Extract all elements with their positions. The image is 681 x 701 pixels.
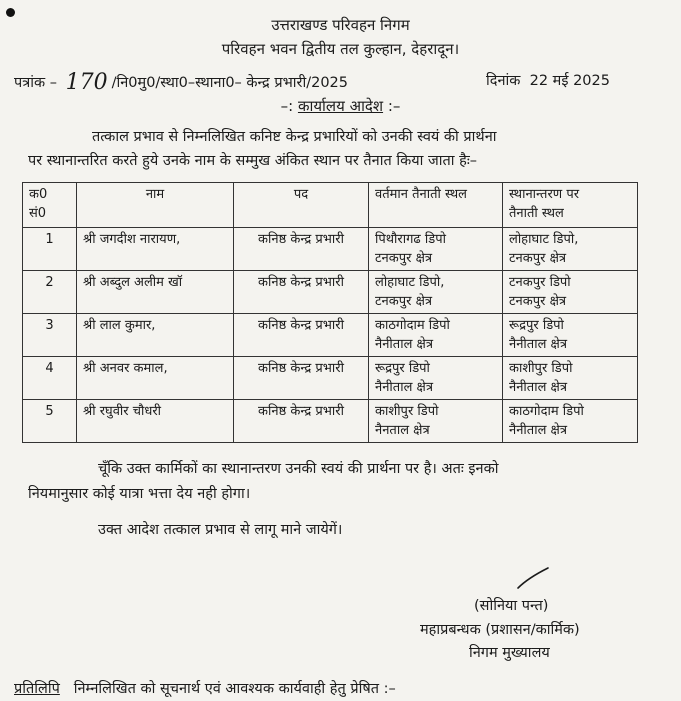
title-trail: :– — [387, 97, 401, 115]
para1-line1: तत्काल प्रभाव से निम्नलिखित कनिष्ट केन्द्र प्रभारियों को उनकी स्वयं की प्रार्थना — [92, 129, 497, 145]
para3: उक्त आदेश तत्काल प्रभाव से लागू माने जायेगें। — [98, 522, 343, 538]
para2-line1: चूँकि उक्त कार्मिकों का स्थानान्तरण उनकी स्वयं की प्रार्थना पर है। अतः इनको — [98, 461, 499, 477]
para2-line2: नियमानुसार कोई यात्रा भत्ता देय नही होगा। — [28, 486, 251, 502]
cell-sno: 1 — [23, 228, 77, 271]
header-post: पद — [234, 183, 369, 228]
date-label: दिनांक — [486, 73, 521, 89]
cell-current: लोहाघाट डिपो, टनकपुर क्षेत्र — [369, 271, 503, 314]
cell-name: श्री जगदीश नारायण, — [77, 228, 234, 271]
date-line — [486, 70, 610, 90]
header-name: नाम — [77, 183, 234, 228]
cell-transfer: लोहाघाट डिपो, टनकपुर क्षेत्र — [503, 228, 638, 271]
cell-current: काशीपुर डिपो नैनताल क्षेत्र — [369, 400, 503, 443]
org-address: परिवहन भवन द्वितीय तल कुल्हान, देहरादून। — [221, 40, 460, 58]
cell-post: कनिष्ठ केन्द्र प्रभारी — [234, 400, 369, 443]
reference-line — [14, 70, 348, 95]
header-current: वर्तमान तैनाती स्थल — [369, 183, 503, 228]
copy-text: निम्नलिखित को सूचनार्थ एवं आवश्यक कार्यवाही हेतु प्रेषित :– — [73, 681, 396, 697]
signatory-office: निगम मुख्यालय — [469, 645, 550, 661]
title-text: कार्यालय आदेश — [297, 97, 384, 115]
cell-transfer: काठगोदाम डिपो नैनीताल क्षेत्र — [503, 400, 638, 443]
cell-sno: 5 — [23, 400, 77, 443]
cell-name: श्री अब्दुल अलीम खॉ — [77, 271, 234, 314]
cell-current: रूद्रपुर डिपो नैनीताल क्षेत्र — [369, 357, 503, 400]
cell-post: कनिष्ठ केन्द्र प्रभारी — [234, 271, 369, 314]
header-transfer: स्थानान्तरण पर तैनाती स्थल — [503, 183, 638, 228]
table-row — [23, 357, 638, 400]
cell-transfer: रूद्रपुर डिपो नैनीताल क्षेत्र — [503, 314, 638, 357]
table-row — [23, 314, 638, 357]
cell-name: श्री अनवर कमाल, — [77, 357, 234, 400]
para1-line2: पर स्थानान्तरित करते हुये उनके नाम के सम्मुख अंकित स्थान पर तैनात किया जाता हैः– — [28, 153, 478, 169]
cell-post: कनिष्ठ केन्द्र प्रभारी — [234, 314, 369, 357]
cell-sno: 4 — [23, 357, 77, 400]
cell-sno: 2 — [23, 271, 77, 314]
copy-label: प्रतिलिपि — [14, 681, 60, 697]
signatory-name: (सोनिया पन्त) — [474, 598, 549, 614]
order-title — [0, 96, 681, 116]
cell-post: कनिष्ठ केन्द्र प्रभारी — [234, 357, 369, 400]
cell-name: श्री लाल कुमार, — [77, 314, 234, 357]
reference-number: 170 — [65, 70, 108, 95]
reference-prefix: पत्रांक – — [14, 75, 57, 91]
signatory-designation: महाप्रबन्धक (प्रशासन/कार्मिक) — [420, 622, 580, 638]
transfer-table — [22, 182, 638, 443]
cell-current: पिथौरागढ डिपो टनकपुर क्षेत्र — [369, 228, 503, 271]
reference-suffix: /नि0मु0/स्था0–स्थाना0– केन्द्र प्रभारी/2025 — [111, 75, 349, 91]
header-sno: क0 सं0 — [23, 183, 77, 228]
signature-mark — [516, 566, 550, 590]
org-name: उत्तराखण्ड परिवहन निगम — [271, 16, 410, 34]
cell-sno: 3 — [23, 314, 77, 357]
cell-transfer: काशीपुर डिपो नैनीताल क्षेत्र — [503, 357, 638, 400]
cell-transfer: टनकपुर डिपो टनकपुर क्षेत्र — [503, 271, 638, 314]
table-row — [23, 271, 638, 314]
date-value: 22 मई 2025 — [529, 73, 610, 89]
table-row — [23, 400, 638, 443]
cell-post: कनिष्ठ केन्द्र प्रभारी — [234, 228, 369, 271]
copy-to-line — [14, 678, 396, 698]
cell-name: श्री रघुवीर चौधरी — [77, 400, 234, 443]
table-row — [23, 228, 638, 271]
cell-current: काठगोदाम डिपो नैनीताल क्षेत्र — [369, 314, 503, 357]
table-header-row — [23, 183, 638, 228]
title-lead: –: — [280, 97, 294, 115]
